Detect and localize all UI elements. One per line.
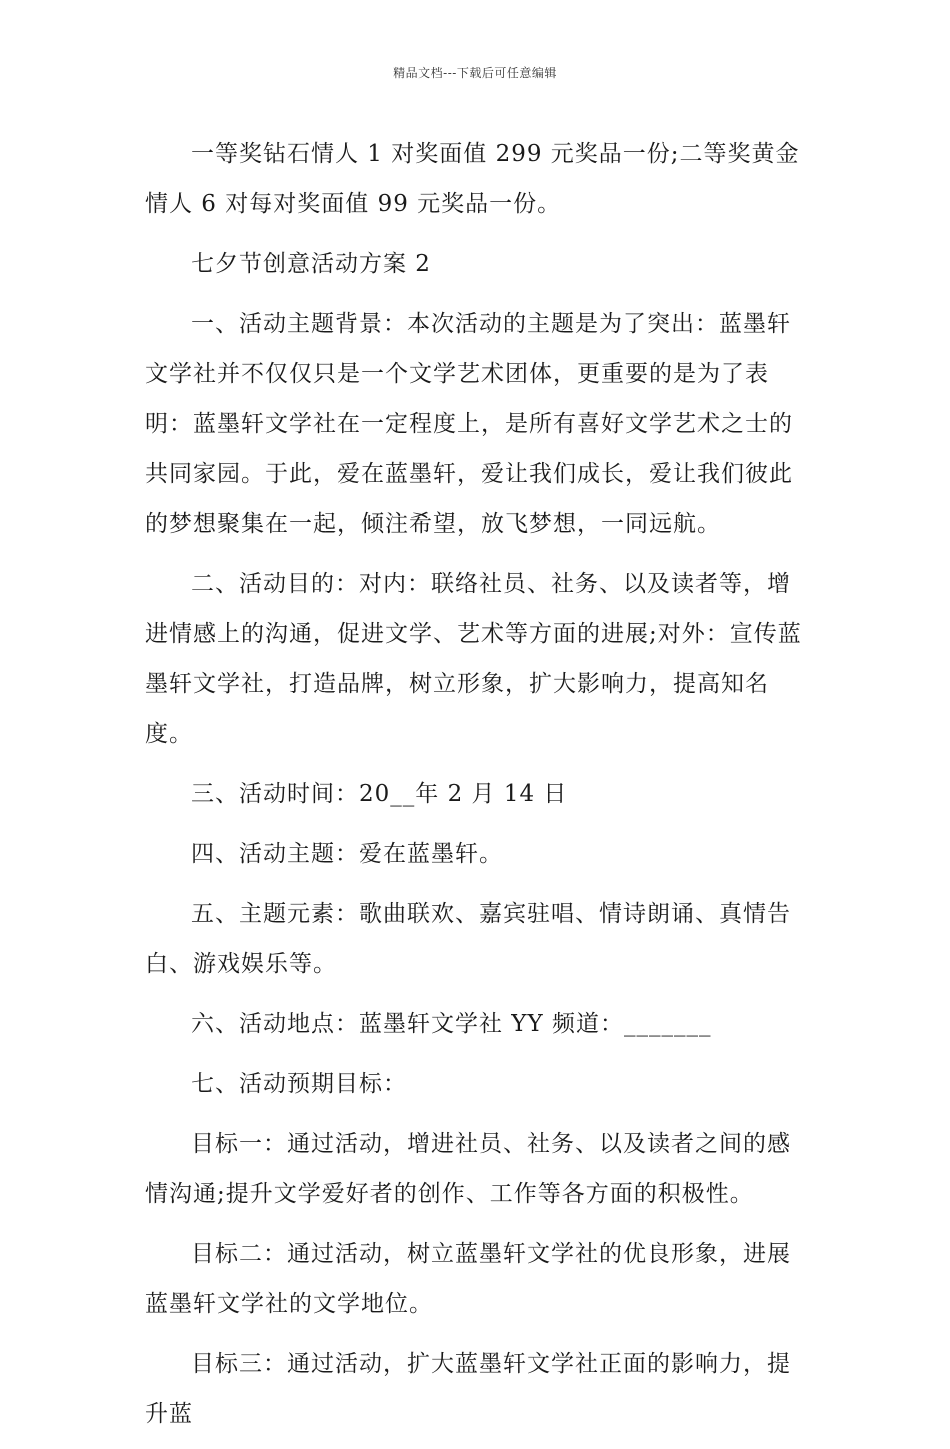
paragraph-plan-title: 七夕节创意活动方案 2 [191,251,431,277]
page-header: 精品文档---下载后可任意编辑 [393,66,557,80]
paragraph-time: 三、活动时间：20__年 2 月 14 日 [191,781,568,807]
paragraph-goal-two: 目标二：通过活动，树立蓝墨轩文学社的优良形象，进展蓝墨轩文学社的文学地位。 [145,1241,791,1317]
paragraph-goal-one: 目标一：通过活动，增进社员、社务、以及读者之间的感情沟通;提升文学爱好者的创作、工作等各方面的积极性。 [145,1131,791,1207]
paragraph-theme-background: 一、活动主题背景：本次活动的主题是为了突出：蓝墨轩文学社并不仅仅只是一个文学艺术团体，更重要的是为了表明：蓝墨轩文学社在一定程度上，是所有喜好文学艺术之士的共同家园。于此，爱在蓝墨轩，爱让我们成长，爱让我们彼此的梦想聚集在一起，倾注希望，放飞梦想，一同远航。 [145,311,793,537]
paragraph-goals-heading: 七、活动预期目标： [191,1071,407,1097]
paragraph-elements: 五、主题元素：歌曲联欢、嘉宾驻唱、情诗朗诵、真情告白、游戏娱乐等。 [145,901,791,977]
paragraph-theme: 四、活动主题：爱在蓝墨轩。 [191,841,503,867]
document-body [145,129,810,1449]
paragraph-prize: 一等奖钻石情人 1 对奖面值 299 元奖品一份;二等奖黄金情人 6 对每对奖面值 99 元奖品一份。 [145,141,800,217]
paragraph-location: 六、活动地点：蓝墨轩文学社 YY 频道：_______ [191,1011,712,1037]
paragraph-goal-three: 目标三：通过活动，扩大蓝墨轩文学社正面的影响力，提升蓝 [145,1351,791,1427]
paragraph-purpose: 二、活动目的：对内：联络社员、社务、以及读者等，增进情感上的沟通，促进文学、艺术等方面的进展;对外：宣传蓝墨轩文学社，打造品牌，树立形象，扩大影响力，提高知名度。 [145,571,802,747]
